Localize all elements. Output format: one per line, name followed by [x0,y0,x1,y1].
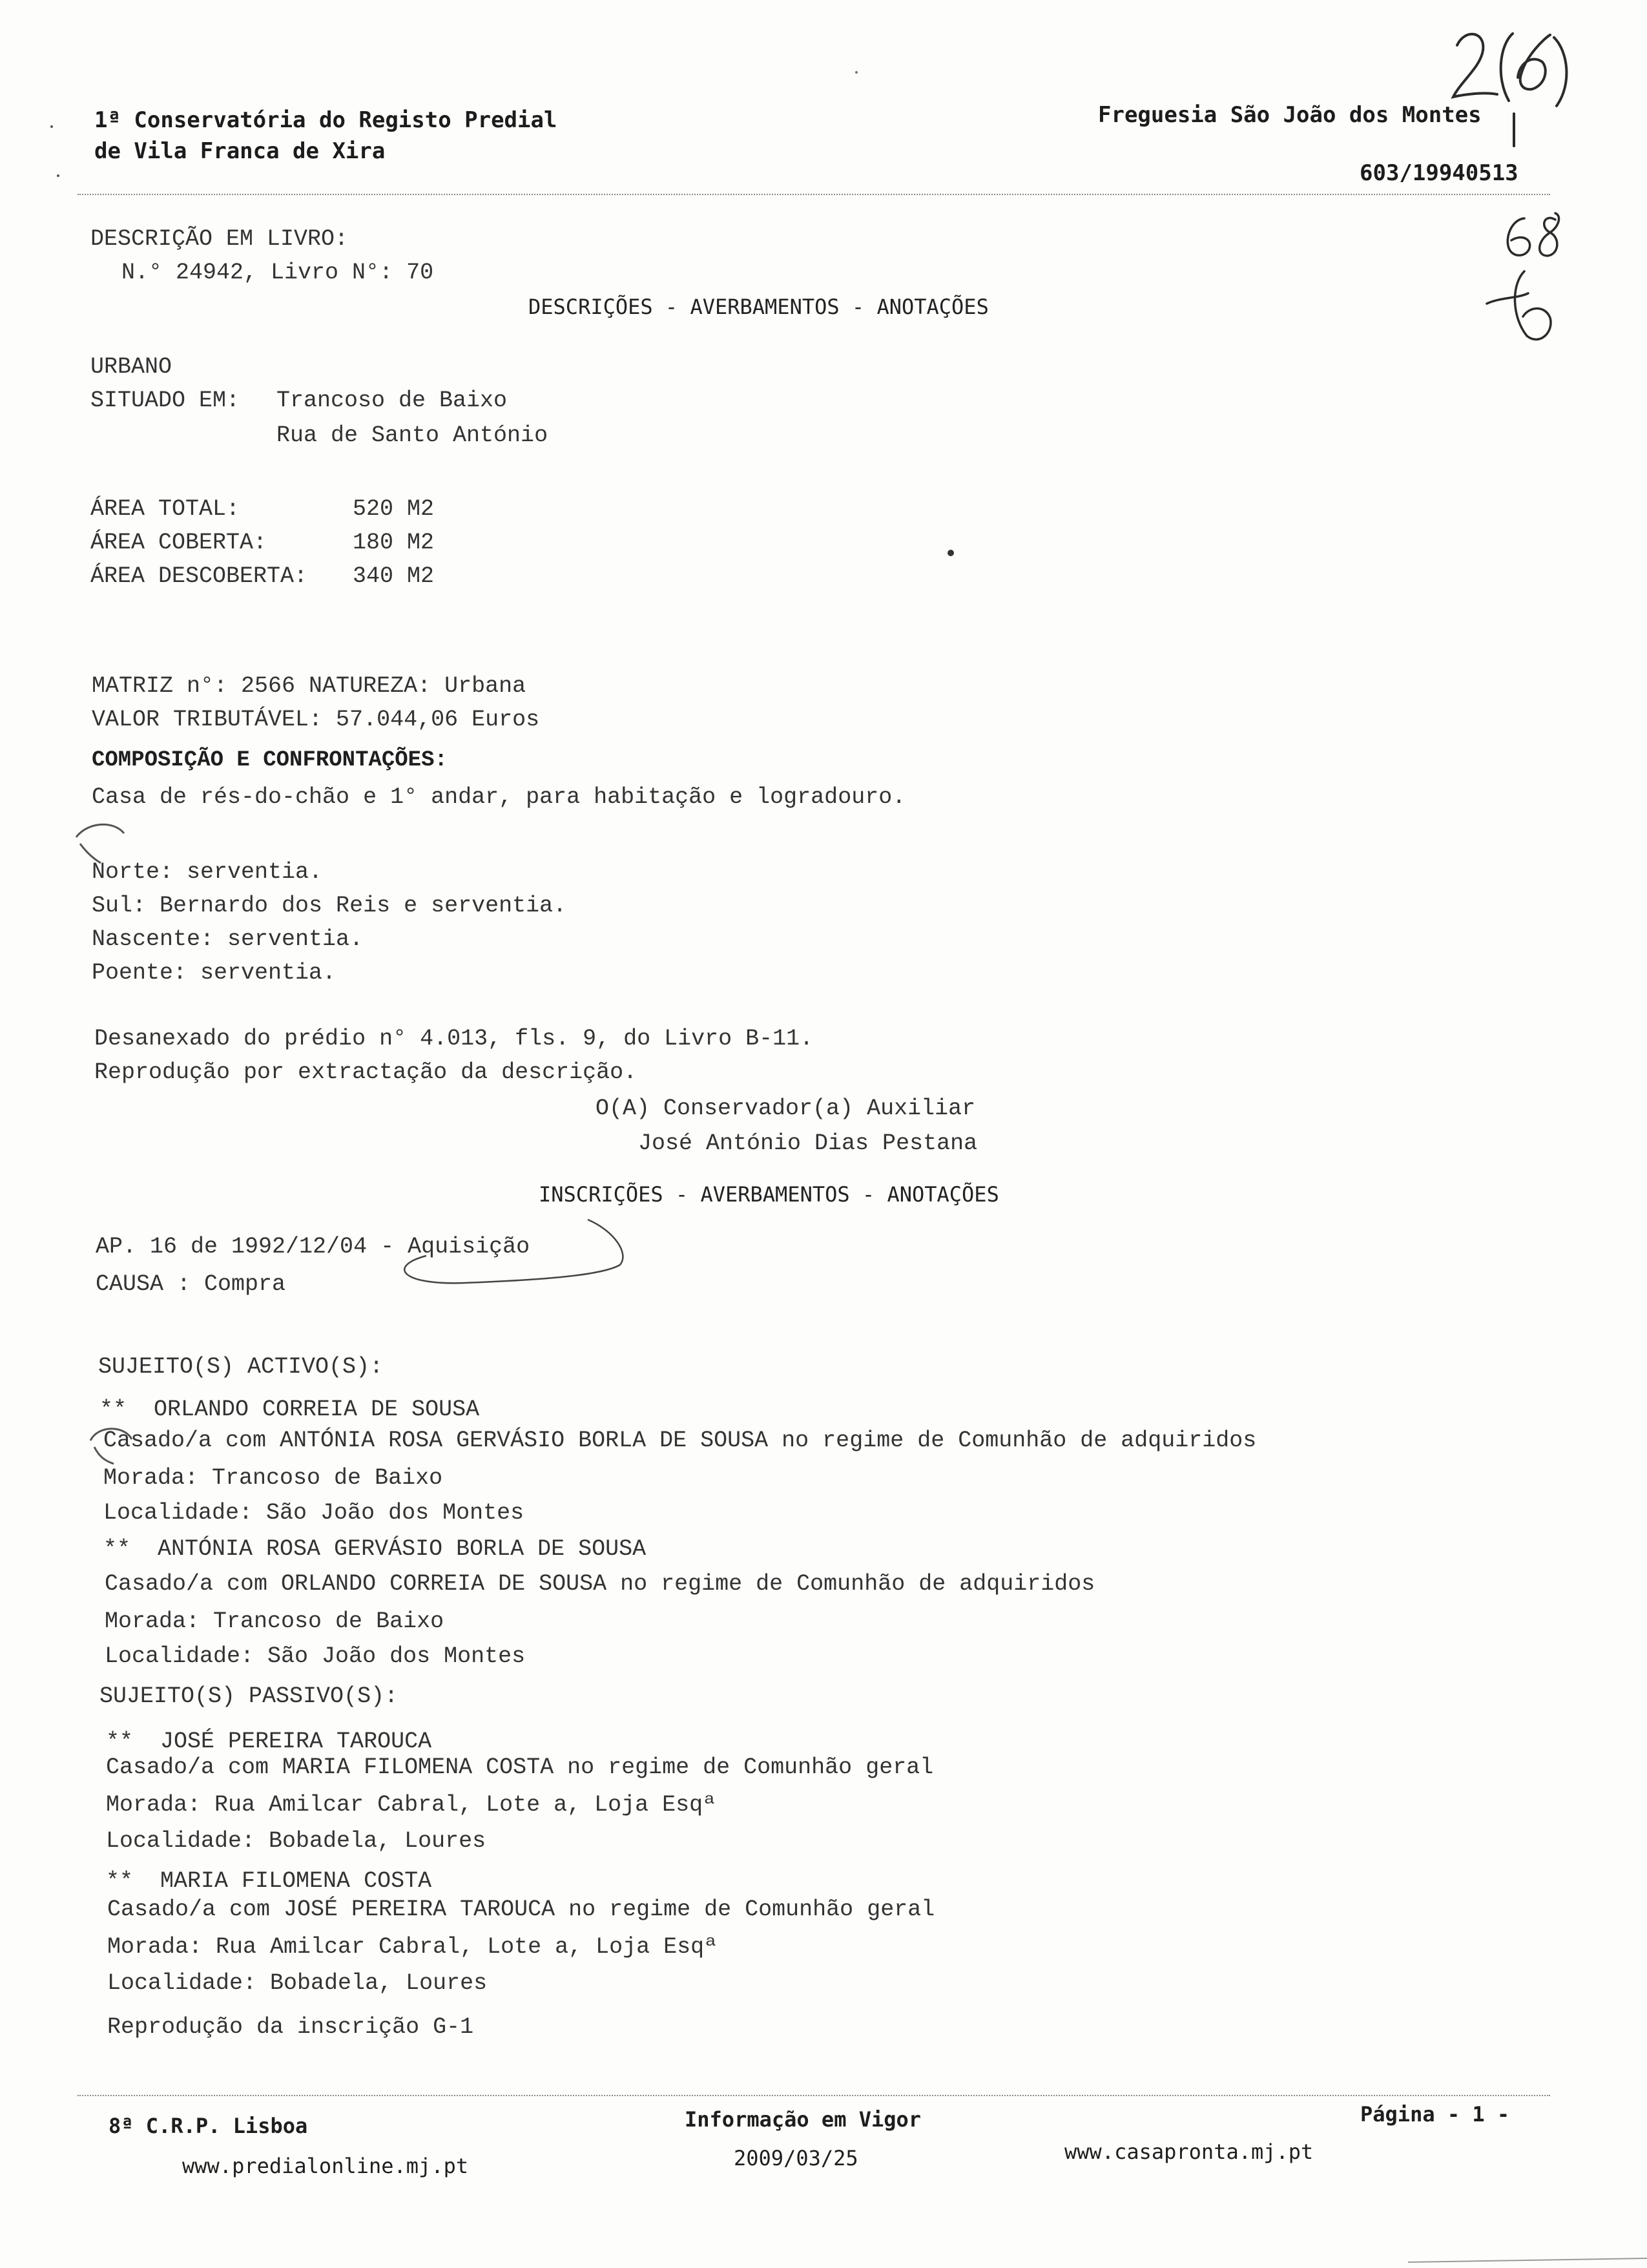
footer-status: Informação em Vigor [685,2107,922,2132]
footer-page-number: Página - 1 - [1360,2102,1510,2127]
active-subject-2-address: Morada: Trancoso de Baixo [105,1608,444,1634]
active-subject-1-locality: Localidade: São João dos Montes [103,1500,524,1526]
reproduction-note: Reprodução por extractação da descrição. [94,1059,637,1085]
scan-edge-line [1408,2258,1647,2262]
punch-hole-mark-2 [90,1429,132,1464]
active-subject-2-locality: Localidade: São João dos Montes [105,1643,526,1669]
footer-office: 8ª C.R.P. Lisboa [109,2114,308,2138]
location-place: Trancoso de Baixo [276,388,508,413]
tax-value-line: VALOR TRIBUTÁVEL: 57.044,06 Euros [92,707,540,733]
passive-subjects-title: SUJEITO(S) PASSIVO(S): [99,1683,399,1709]
scan-speck [50,125,53,128]
active-subject-1-address: Morada: Trancoso de Baixo [103,1465,443,1491]
handwritten-underline-aquisicao [404,1220,623,1283]
book-description-label: DESCRIÇÃO EM LIVRO: [90,226,349,252]
registry-reference: 603/19940513 [1360,160,1518,186]
annex-note: Desanexado do prédio n° 4.013, fls. 9, do Livro B-11. [94,1026,814,1052]
punch-hole-mark-1 [76,824,124,863]
area-covered-value: 180 M2 [353,530,435,556]
location-street: Rua de Santo António [276,422,548,448]
area-total-label: ÁREA TOTAL: [90,496,240,522]
passive-subject-1-address: Morada: Rua Amilcar Cabral, Lote a, Loja Esqª [106,1792,717,1818]
matrix-line: MATRIZ n°: 2566 NATUREZA: Urbana [92,673,526,699]
composition-text: Casa de rés-do-chão e 1° andar, para habitação e logradouro. [92,784,906,810]
office-name-line2: de Vila Franca de Xira [94,138,386,164]
active-subject-2-name: ** ANTÓNIA ROSA GERVÁSIO BORLA DE SOUSA [103,1536,647,1562]
property-type: URBANO [90,354,172,380]
footer-site-left[interactable]: www.predialonline.mj.pt [182,2154,469,2178]
conservator-title: O(A) Conservador(a) Auxiliar [596,1096,976,1121]
active-subject-2-married: Casado/a com ORLANDO CORREIA DE SOUSA no regime de Comunhão de adquiridos [105,1571,1095,1597]
passive-subject-2-married: Casado/a com JOSÉ PEREIRA TAROUCA no regime de Comunhão geral [107,1897,935,1922]
area-uncovered-value: 340 M2 [353,563,435,589]
office-name-line1: 1ª Conservatória do Registo Predial [94,107,557,133]
scan-speck [57,174,59,177]
footer-site-right[interactable]: www.casapronta.mj.pt [1064,2139,1314,2164]
footer-date: 2009/03/25 [734,2146,858,2170]
parish-name: Freguesia São João dos Montes [1098,102,1482,128]
section-title-descriptions: DESCRIÇÕES - AVERBAMENTOS - ANOTAÇÕES [528,295,989,319]
passive-subject-1-name: ** JOSÉ PEREIRA TAROUCA [106,1729,432,1754]
passive-subject-1-married: Casado/a com MARIA FILOMENA COSTA no regime de Comunhão geral [106,1754,934,1780]
boundary-north: Norte: serventia. [92,859,323,885]
active-subject-1-name: ** ORLANDO CORREIA DE SOUSA [99,1397,480,1422]
passive-subject-1-locality: Localidade: Bobadela, Loures [106,1828,486,1854]
boundary-east: Nascente: serventia. [92,926,364,952]
section-title-inscriptions: INSCRIÇÕES - AVERBAMENTOS - ANOTAÇÕES [539,1182,999,1207]
handwritten-page-mark [1453,34,1566,146]
inscription-reproduction-note: Reprodução da inscrição G-1 [107,2014,474,2040]
passive-subject-2-name: ** MARIA FILOMENA COSTA [106,1868,432,1894]
area-uncovered-label: ÁREA DESCOBERTA: [90,563,308,589]
active-subjects-title: SUJEITO(S) ACTIVO(S): [98,1354,384,1380]
scan-speck [948,550,954,556]
inscription-cause: CAUSA : Compra [96,1271,286,1297]
book-number: N.° 24942, Livro N°: 70 [121,260,434,286]
passive-subject-2-address: Morada: Rua Amilcar Cabral, Lote a, Loja Esqª [107,1934,718,1960]
scan-speck [855,71,858,74]
area-total-value: 520 M2 [353,496,435,522]
handwritten-scribble [1487,271,1551,339]
conservator-name: José António Dias Pestana [638,1130,978,1156]
passive-subject-2-locality: Localidade: Bobadela, Loures [107,1970,488,1996]
composition-title: COMPOSIÇÃO E CONFRONTAÇÕES: [92,748,448,773]
location-label: SITUADO EM: [90,388,240,413]
area-covered-label: ÁREA COBERTA: [90,530,267,556]
boundary-south: Sul: Bernardo dos Reis e serventia. [92,893,567,919]
inscription-ap: AP. 16 de 1992/12/04 - Aquisição [96,1234,530,1260]
boundary-west: Poente: serventia. [92,960,337,986]
active-subject-1-married: Casado/a com ANTÓNIA ROSA GERVÁSIO BORLA DE SOUSA no regime de Comunhão de adquiridos [103,1428,1257,1453]
handwritten-number-68 [1507,213,1559,256]
